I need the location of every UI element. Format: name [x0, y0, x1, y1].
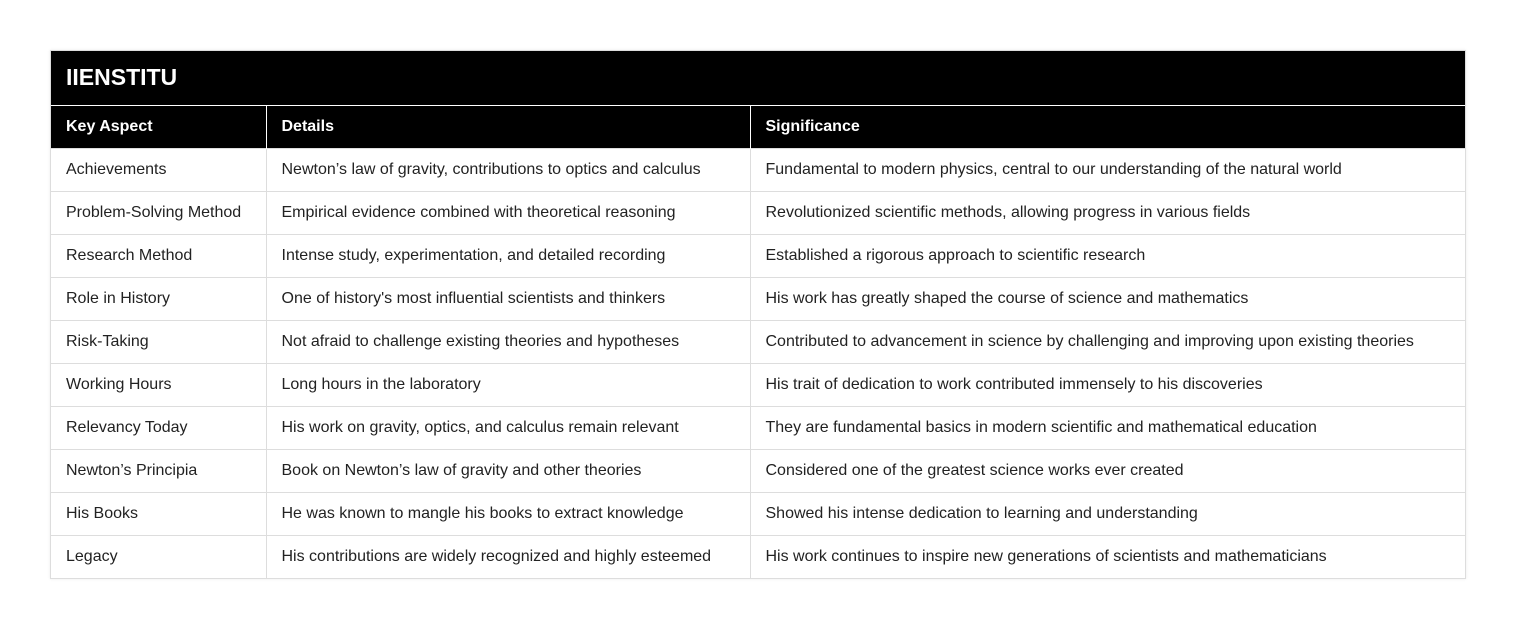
- column-header-key-aspect: Key Aspect: [51, 105, 266, 148]
- cell-key-aspect: Working Hours: [51, 363, 266, 406]
- cell-details: His work on gravity, optics, and calculus remain relevant: [266, 406, 750, 449]
- cell-significance: Showed his intense dedication to learning and understanding: [750, 492, 1465, 535]
- table-row: [51, 535, 1465, 578]
- cell-details: Empirical evidence combined with theoretical reasoning: [266, 191, 750, 234]
- table-row: [51, 449, 1465, 492]
- cell-details: Book on Newton’s law of gravity and other theories: [266, 449, 750, 492]
- cell-significance: Revolutionized scientific methods, allowing progress in various fields: [750, 191, 1465, 234]
- cell-details: Intense study, experimentation, and detailed recording: [266, 234, 750, 277]
- cell-significance: Contributed to advancement in science by challenging and improving upon existing theories: [750, 320, 1465, 363]
- cell-key-aspect: Achievements: [51, 148, 266, 191]
- cell-key-aspect: Research Method: [51, 234, 266, 277]
- cell-details: One of history's most influential scientists and thinkers: [266, 277, 750, 320]
- table-row: [51, 234, 1465, 277]
- cell-significance: Considered one of the greatest science works ever created: [750, 449, 1465, 492]
- cell-significance: His work has greatly shaped the course of science and mathematics: [750, 277, 1465, 320]
- cell-key-aspect: Newton’s Principia: [51, 449, 266, 492]
- key-aspects-table: [51, 51, 1465, 578]
- table-row: [51, 191, 1465, 234]
- cell-key-aspect: Relevancy Today: [51, 406, 266, 449]
- table-body: [51, 148, 1465, 578]
- table-row: [51, 363, 1465, 406]
- cell-details: He was known to mangle his books to extract knowledge: [266, 492, 750, 535]
- cell-significance: His trait of dedication to work contributed immensely to his discoveries: [750, 363, 1465, 406]
- cell-key-aspect: Legacy: [51, 535, 266, 578]
- cell-significance: Fundamental to modern physics, central to our understanding of the natural world: [750, 148, 1465, 191]
- cell-key-aspect: Risk-Taking: [51, 320, 266, 363]
- cell-details: Not afraid to challenge existing theories and hypotheses: [266, 320, 750, 363]
- cell-significance: They are fundamental basics in modern scientific and mathematical education: [750, 406, 1465, 449]
- table-row: [51, 277, 1465, 320]
- table-title: IIENSTITU: [51, 51, 1465, 105]
- cell-details: His contributions are widely recognized and highly esteemed: [266, 535, 750, 578]
- cell-key-aspect: His Books: [51, 492, 266, 535]
- table-row: [51, 406, 1465, 449]
- column-header-row: [51, 105, 1465, 148]
- cell-significance: Established a rigorous approach to scientific research: [750, 234, 1465, 277]
- column-header-significance: Significance: [750, 105, 1465, 148]
- cell-key-aspect: Role in History: [51, 277, 266, 320]
- cell-details: Long hours in the laboratory: [266, 363, 750, 406]
- cell-details: Newton’s law of gravity, contributions to optics and calculus: [266, 148, 750, 191]
- table-row: [51, 320, 1465, 363]
- cell-significance: His work continues to inspire new generations of scientists and mathematicians: [750, 535, 1465, 578]
- cell-key-aspect: Problem-Solving Method: [51, 191, 266, 234]
- column-header-details: Details: [266, 105, 750, 148]
- table-row: [51, 492, 1465, 535]
- data-table-container: [50, 50, 1466, 579]
- table-row: [51, 148, 1465, 191]
